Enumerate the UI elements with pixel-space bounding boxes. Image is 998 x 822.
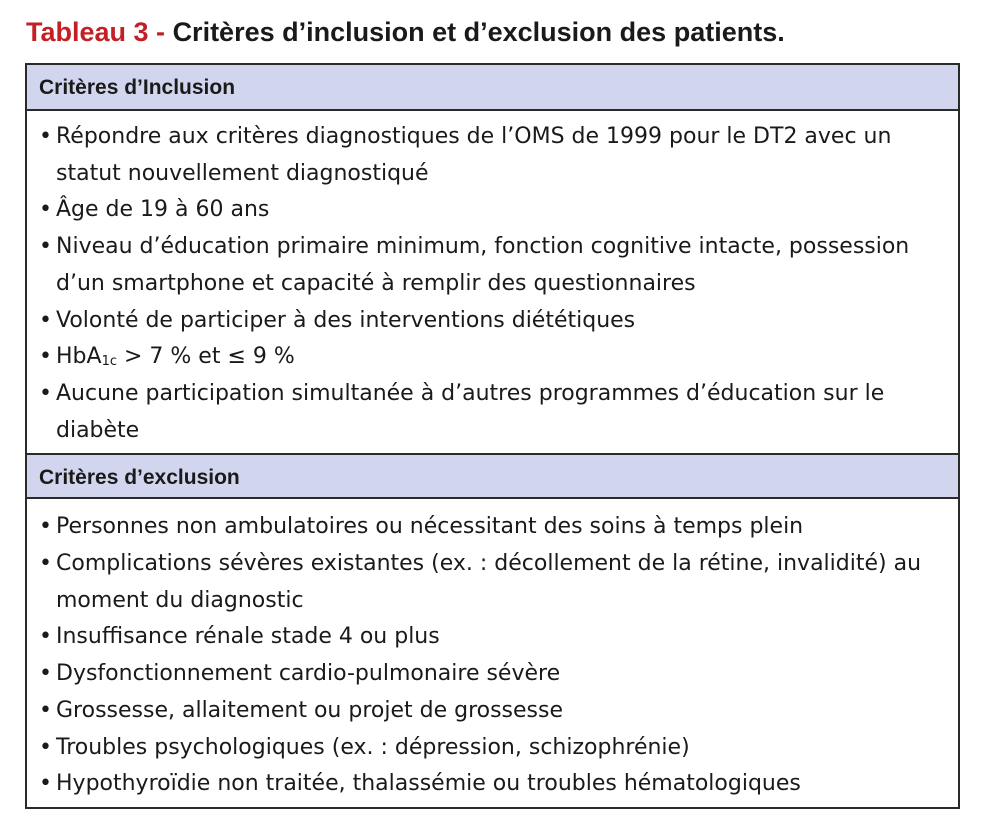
inclusion-item: • Âge de 19 à 60 ans: [27, 192, 958, 229]
inclusion-header: Critères d’Inclusion: [27, 65, 958, 111]
inclusion-item: • Niveau d’éducation primaire minimum, fonction cognitive intacte, possession d’un smartphone et capacité à remplir des questionnaires: [27, 229, 958, 302]
exclusion-item: • Hypothyroïdie non traitée, thalassémie ou troubles hématologiques: [27, 766, 958, 803]
exclusion-item: • Complications sévères existantes (ex. : décollement de la rétine, invalidité) au moment du diagnostic: [27, 546, 958, 619]
exclusion-list: [27, 499, 958, 807]
inclusion-item-hba1c: • HbA$_{1c}$ > 7 % et ≤ 9 %: [27, 339, 958, 376]
exclusion-item: • Insuffisance rénale stade 4 ou plus: [27, 619, 958, 656]
bullet-icon: •: [39, 624, 52, 650]
bullet-icon: •: [39, 380, 52, 406]
bullet-icon: •: [39, 124, 52, 149]
inclusion-item: • Répondre aux critères diagnostiques de l’OMS de 1999 pour le DT2 avec un statut nouvellement diagnostiqué: [27, 119, 958, 192]
bullet-icon: •: [39, 344, 52, 370]
bullet-icon: •: [39, 551, 52, 577]
exclusion-item: • Dysfonctionnement cardio-pulmonaire sévère: [27, 656, 958, 693]
bullet-icon: •: [39, 771, 52, 797]
bullet-icon: •: [39, 197, 52, 223]
inclusion-item: • Volonté de participer à des interventions diététiques: [27, 303, 958, 340]
bullet-icon: •: [39, 234, 52, 260]
inclusion-item: • Aucune participation simultanée à d’autres programmes d’éducation sur le diabète: [27, 376, 958, 449]
bullet-icon: •: [39, 661, 52, 687]
inclusion-list: [27, 111, 958, 453]
bullet-icon: •: [39, 307, 52, 333]
exclusion-header: Critères d’exclusion: [27, 453, 958, 499]
exclusion-item: • Troubles psychologiques (ex. : dépression, schizophrénie): [27, 730, 958, 767]
bullet-icon: •: [39, 734, 52, 760]
table-title: [26, 14, 785, 50]
table-number-label: Tableau 3 -: [26, 17, 166, 47]
bullet-icon: •: [39, 697, 52, 723]
exclusion-item: • Personnes non ambulatoires ou nécessitant des soins à temps plein: [27, 509, 958, 546]
exclusion-item: • Grossesse, allaitement ou projet de grossesse: [27, 693, 958, 730]
table-caption: Critères d’inclusion et d’exclusion des patients.: [172, 17, 785, 47]
bullet-icon: •: [39, 514, 52, 540]
criteria-table: [25, 63, 960, 809]
